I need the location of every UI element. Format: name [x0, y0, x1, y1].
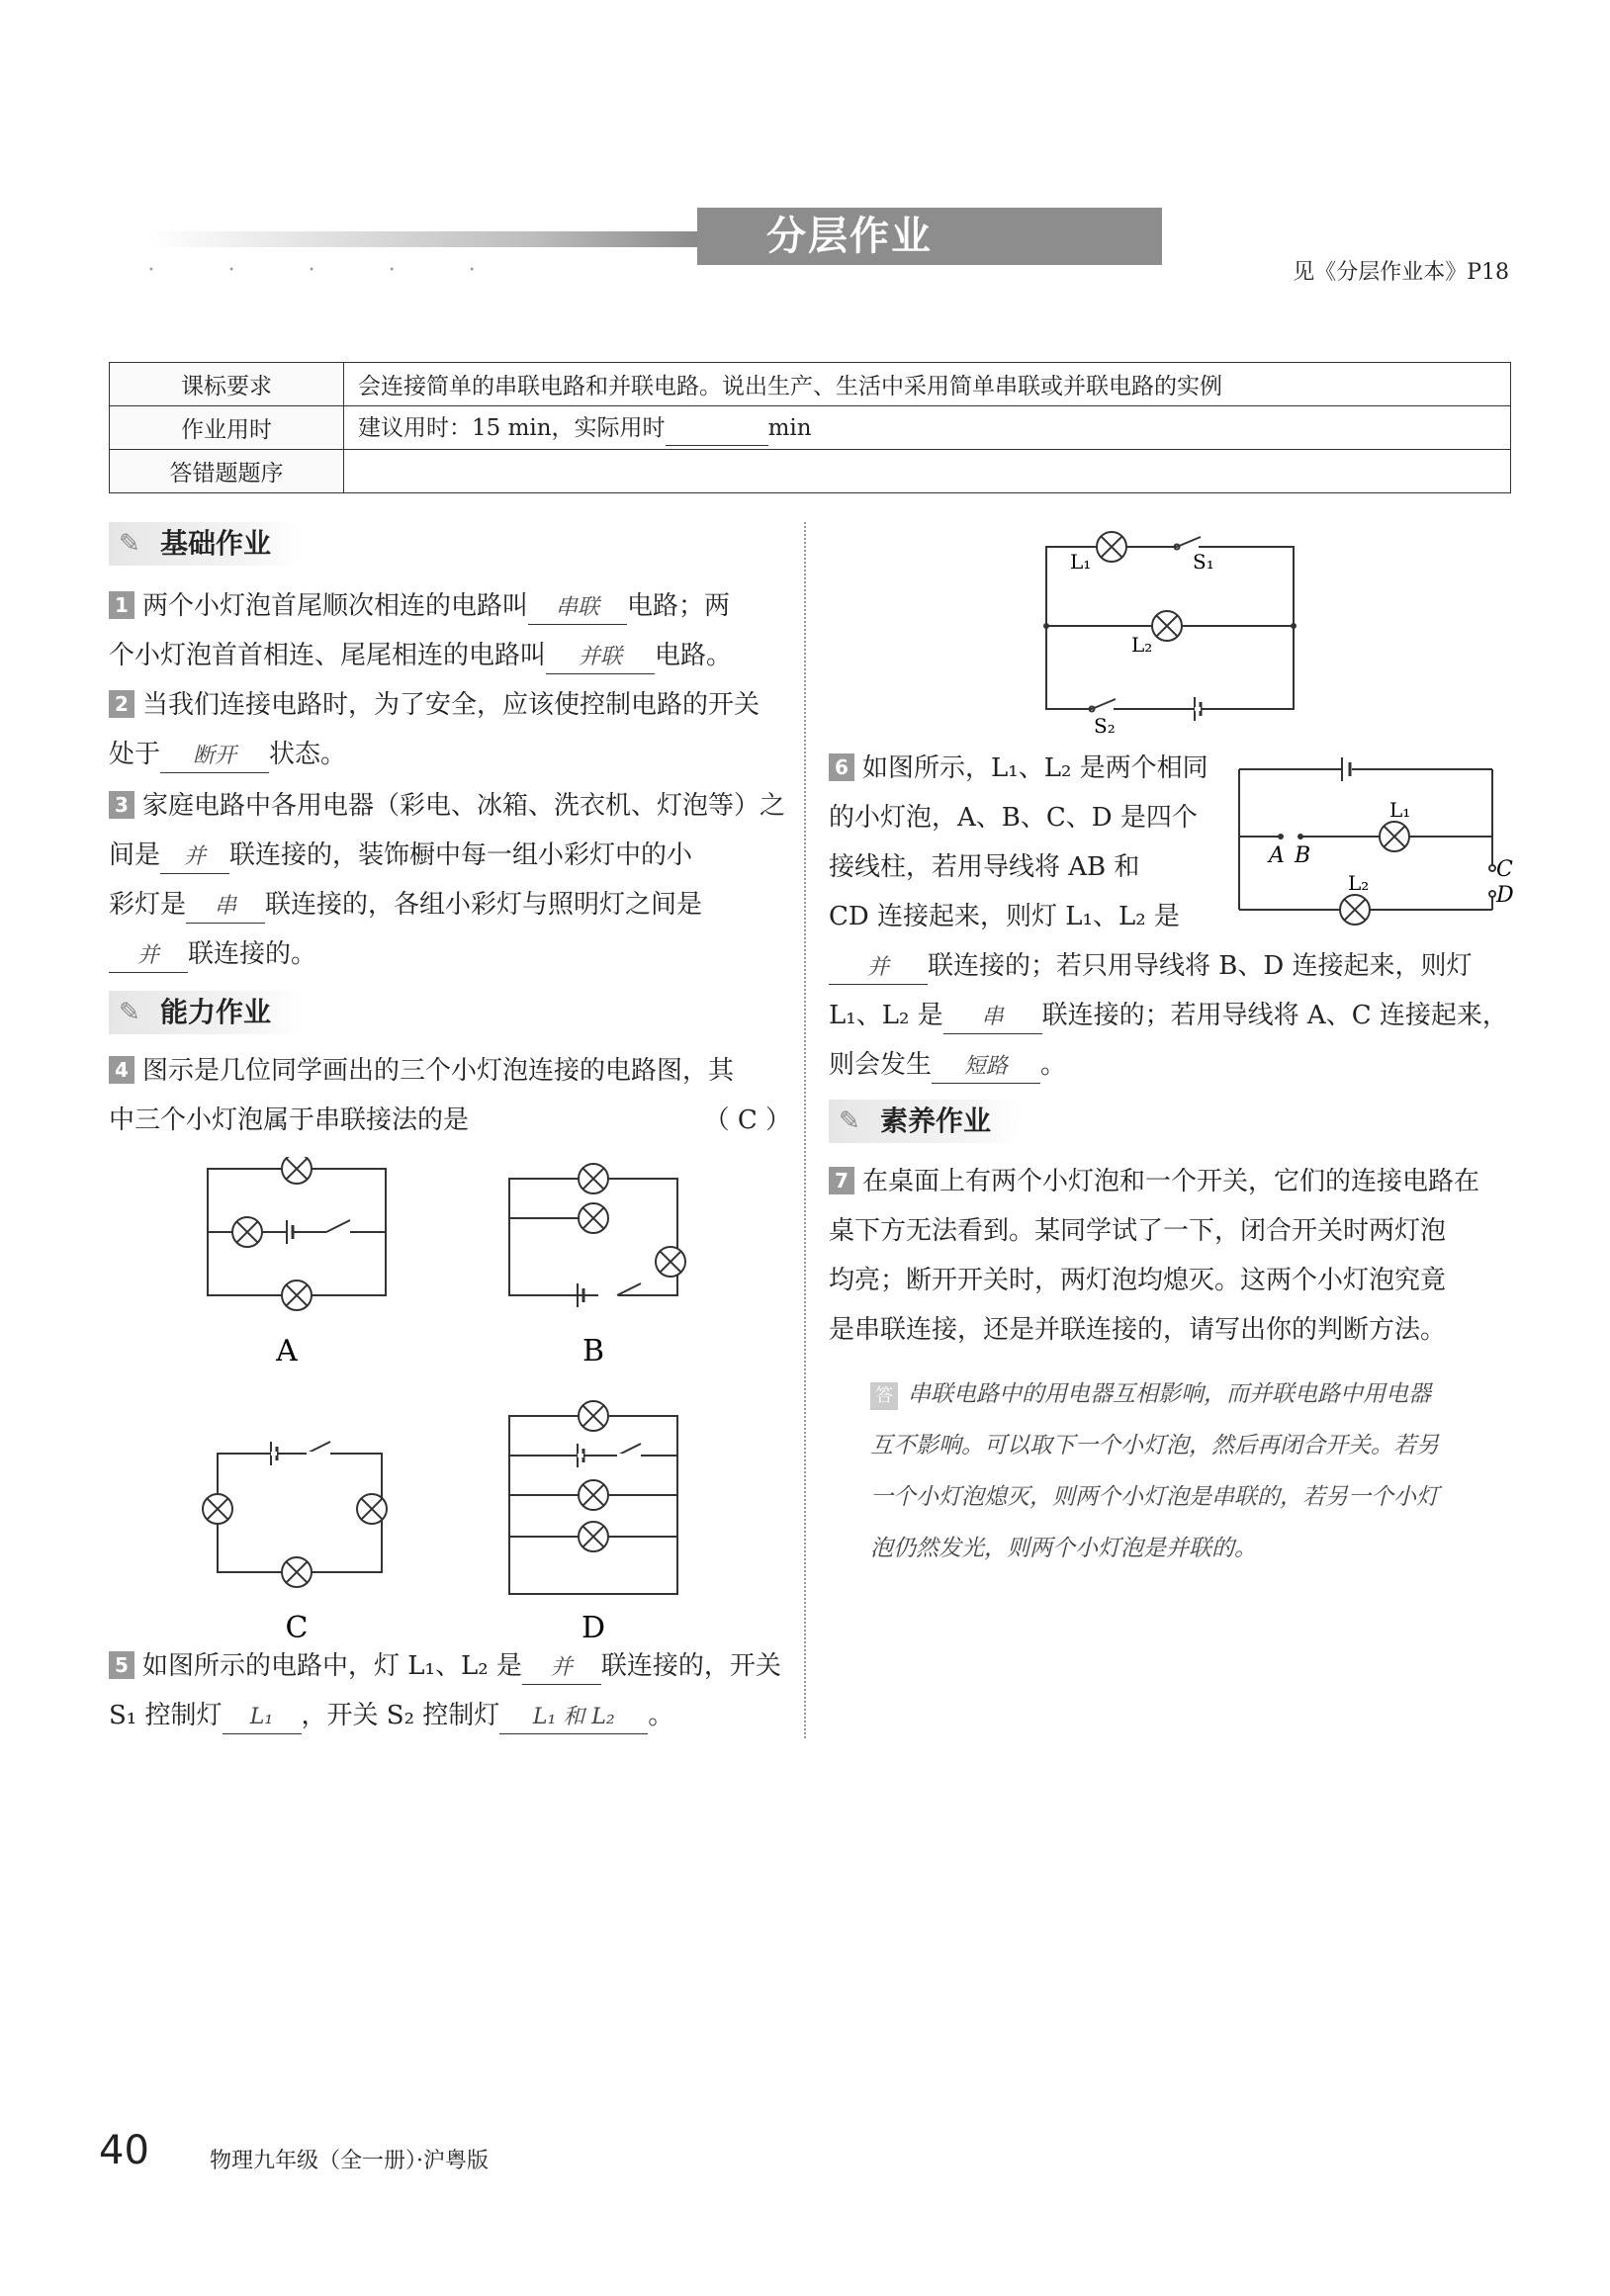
question-text: 联连接的；若只用导线将 B、D 连接起来，则灯: [928, 951, 1473, 981]
bulb-icon: [656, 1247, 685, 1277]
q6-circuit-figure: [1231, 750, 1518, 947]
book-title: 物理九年级（全一册）·沪粤版: [210, 2149, 489, 2173]
answer-blank[interactable]: L₁ 和 L₂: [499, 1702, 648, 1734]
time-prefix: 建议用时：15 min，实际用时: [358, 415, 666, 441]
requirements-table: [109, 362, 1511, 493]
bulb-icon: [203, 1494, 232, 1524]
section-ability: ✎ 能力作业: [109, 991, 301, 1034]
label-l2: L₂: [1131, 633, 1153, 657]
question-text: 则会发生: [829, 1050, 933, 1080]
table-cell: [344, 406, 1511, 450]
question-4: [109, 1046, 791, 1145]
question-6-intro: [829, 744, 1234, 941]
answer-blank[interactable]: 串: [943, 1002, 1042, 1034]
answer-blank[interactable]: 并联: [546, 642, 655, 674]
section-banner: [148, 208, 1029, 276]
bulb-icon: [232, 1217, 262, 1247]
question-text: 家庭电路中各用电器（彩电、冰箱、洗衣机、灯泡等）之: [142, 791, 786, 821]
question-text: ，开关 S₂ 控制灯: [301, 1701, 500, 1730]
bulb-icon: [282, 1280, 312, 1310]
label-b: B: [1295, 843, 1311, 868]
banner-title: 分层作业: [697, 208, 1162, 265]
page-number: 40: [99, 2128, 149, 2173]
question-7: [829, 1157, 1521, 1355]
bulb-icon: [1097, 532, 1126, 562]
question-text: 如图所示的电路中，灯 L₁、L₂ 是: [142, 1651, 522, 1681]
label-s2: S₂: [1094, 714, 1116, 738]
label-l1: L₁: [1389, 798, 1411, 822]
q4-circuit-figures: [198, 1157, 752, 1651]
answer-blank[interactable]: 串: [186, 891, 265, 924]
question-2: [109, 680, 791, 779]
table-header-cell: 答错题题序: [110, 450, 344, 493]
bulb-icon: [1340, 895, 1370, 925]
question-text: 联连接的，开关: [600, 1651, 781, 1681]
bulb-icon: [1380, 822, 1409, 851]
choice-answer: （ C ）: [703, 1105, 791, 1135]
question-number: 7: [829, 1167, 854, 1194]
table-row: [110, 363, 1511, 406]
answer-blank[interactable]: 断开: [160, 741, 269, 773]
q7-answer[interactable]: [870, 1369, 1543, 1574]
workbook-reference: 见《分层作业本》P18: [1293, 260, 1509, 285]
answer-blank[interactable]: 并: [522, 1652, 601, 1685]
bulb-icon: [579, 1401, 608, 1431]
question-text: 图示是几位同学画出的三个小灯泡连接的电路图，其: [142, 1056, 735, 1086]
question-text: 电路；两: [627, 591, 731, 621]
table-row: [110, 406, 1511, 450]
question-1: [109, 581, 791, 680]
answer-blank[interactable]: 短路: [932, 1051, 1040, 1084]
answer-blank[interactable]: 串联: [528, 592, 627, 625]
question-text: 接线柱，若用导线将 AB 和: [829, 852, 1140, 882]
bulb-icon: [579, 1203, 608, 1233]
question-text: CD 连接起来，则灯 L₁、L₂ 是: [829, 902, 1180, 931]
question-text: S₁ 控制灯: [109, 1701, 223, 1730]
question-text: 当我们连接电路时，为了安全，应该使控制电路的开关: [142, 690, 760, 720]
question-text: 个小灯泡首首相连、尾尾相连的电路叫: [109, 641, 547, 670]
table-cell: 会连接简单的串联电路和并联电路。说出生产、生活中采用简单串联或并联电路的实例: [344, 363, 1511, 406]
question-text: 在桌面上有两个小灯泡和一个开关，它们的连接电路在: [862, 1167, 1480, 1196]
banner-bar: [148, 231, 697, 247]
label-l1: L₁: [1070, 550, 1092, 574]
question-text: 中三个小灯泡属于串联接法的是: [109, 1105, 470, 1135]
bulb-icon: [579, 1480, 608, 1510]
question-text: 电路。: [655, 641, 733, 670]
table-header-cell: 作业用时: [110, 406, 344, 450]
answer-blank[interactable]: L₁: [223, 1702, 302, 1734]
label-d: D: [1496, 883, 1514, 908]
answer-line: 泡仍然发光，则两个小灯泡是并联的。: [870, 1536, 1257, 1561]
section-literacy: ✎ 素养作业: [829, 1100, 1021, 1143]
question-text: 的小灯泡，A、B、C、D 是四个: [829, 803, 1198, 833]
question-text: 间是: [109, 840, 161, 870]
question-number: 1: [109, 591, 134, 619]
answer-line: 一个小灯泡熄灭，则两个小灯泡是串联的，若另一个小灯: [870, 1484, 1439, 1510]
section-basic: ✎ 基础作业: [109, 522, 301, 566]
question-text: 两个小灯泡首尾顺次相连的电路叫: [142, 591, 529, 621]
label-l2: L₂: [1348, 871, 1370, 895]
bulb-icon: [579, 1164, 608, 1193]
answer-blank[interactable]: 并: [160, 841, 229, 874]
bulb-icon: [282, 1157, 312, 1184]
question-text: 联连接的；若用导线将 A、C 连接起来，: [1041, 1001, 1508, 1030]
label-s1: S₁: [1193, 550, 1214, 574]
q5-circuit-figure: [1029, 529, 1315, 742]
question-3: [109, 781, 791, 979]
question-text: 处于: [109, 740, 161, 769]
table-header-cell: 课标要求: [110, 363, 344, 406]
time-suffix: min: [767, 415, 812, 441]
circuit-label-a: A: [276, 1334, 298, 1369]
question-text: 状态。: [269, 740, 347, 769]
column-divider: [804, 522, 806, 1738]
question-text: 均亮；断开开关时，两灯泡均熄灭。这两个小灯泡究竟: [829, 1266, 1447, 1295]
question-text: 。: [1040, 1050, 1067, 1080]
answer-line: 串联电路中的用电器互相影响，而并联电路中用电器: [908, 1381, 1431, 1407]
label-c: C: [1496, 857, 1513, 882]
answer-label: 答: [870, 1382, 898, 1410]
question-6-continued: [829, 941, 1521, 1090]
actual-time-input[interactable]: [666, 413, 768, 446]
bulb-icon: [357, 1494, 387, 1524]
table-row: [110, 450, 1511, 493]
question-text: 是串联连接，还是并联连接的，请写出你的判断方法。: [829, 1315, 1447, 1345]
label-a: A: [1269, 843, 1285, 868]
question-5: [109, 1641, 791, 1740]
question-text: 联连接的，各组小彩灯与照明灯之间是: [265, 890, 703, 920]
question-text: 联连接的。: [188, 939, 317, 969]
answer-blank[interactable]: 并: [109, 940, 188, 973]
question-number: 6: [829, 753, 854, 781]
bulb-icon: [282, 1557, 312, 1587]
answer-blank[interactable]: 并: [829, 952, 928, 985]
question-text: L₁、L₂ 是: [829, 1001, 943, 1030]
question-number: 4: [109, 1056, 134, 1084]
question-number: 5: [109, 1651, 134, 1679]
circuit-label-d: D: [581, 1611, 606, 1645]
question-number: 3: [109, 791, 134, 819]
question-text: 联连接的，装饰橱中每一组小彩灯中的小: [229, 840, 693, 870]
question-text: 。: [648, 1701, 674, 1730]
circuit-label-b: B: [581, 1334, 605, 1369]
question-text: 桌下方无法看到。某同学试了一下，闭合开关时两灯泡: [829, 1216, 1447, 1246]
circuit-label-c: C: [285, 1611, 309, 1645]
question-text: 如图所示，L₁、L₂ 是两个相同: [862, 753, 1208, 783]
banner-dots: • • • • •: [148, 265, 511, 276]
question-text: 彩灯是: [109, 890, 187, 920]
question-number: 2: [109, 690, 134, 718]
bulb-icon: [579, 1522, 608, 1551]
wrong-questions-input[interactable]: [344, 450, 1511, 493]
answer-line: 互不影响。可以取下一个小灯泡，然后再闭合开关。若另: [870, 1433, 1439, 1458]
bulb-icon: [1152, 611, 1182, 641]
circuit-b: [509, 1179, 677, 1307]
